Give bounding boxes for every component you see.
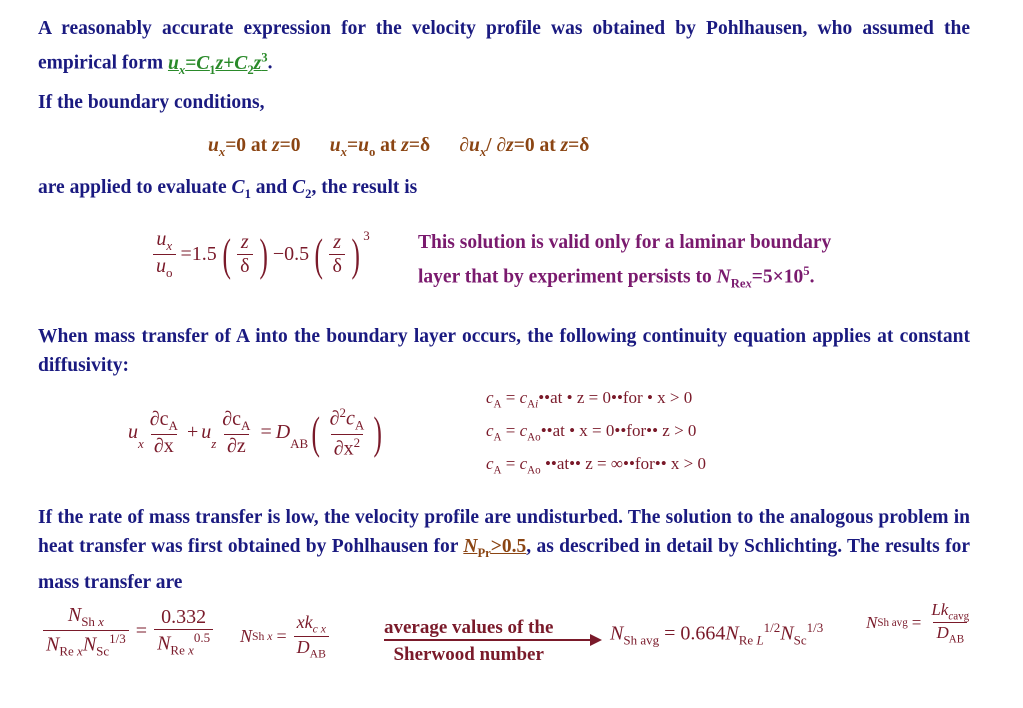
local-sherwood-definition: N Sh x = $\frac{xk_{c x}}{D_{AB}}$	[240, 612, 332, 660]
velocity-profile-equation: $\frac{u_x}{u_o}$ =1.5 ( $\frac{z}{\delta}$ ) −0.5 ( $\frac{z}{\delta}$ ) $^3$	[150, 228, 370, 281]
mass-bc-row: $c_A = c_{Ao}$ ••at•• z = ∞••for•• x > 0	[486, 454, 706, 477]
average-values-label: average values of the Sherwood number	[384, 617, 554, 665]
average-sherwood-definition: N Sh avg = $\frac{Lk_{cavg}}{D_{AB}}$	[866, 600, 970, 646]
bc-1: $u_x=0$ at z=0	[208, 135, 301, 159]
paragraph-pohlhausen-intro: A reasonably accurate expression for the velocity profile was obtained by Pohlhausen, who assumed the empirical form $u_x=C_1z+C_2z^3$.	[38, 18, 970, 77]
paragraph-evaluate-constants: are applied to evaluate $C_1$ and $C_2$, the result is	[38, 177, 418, 201]
mass-bc-row: $c_A$ = $c_{Ai}••at$ • z = 0••for • x > 0	[486, 388, 693, 411]
paragraph-continuity-intro: When mass transfer of A into the boundary layer occurs, the following continuity equation applies at constant diffusivity:	[38, 326, 970, 376]
mass-bc-row: $c_A$ = $c_{Ao}••at$ • x = 0••for•• z > 0	[486, 421, 697, 444]
laminar-validity-note: This solution is valid only for a laminar boundary layer that by experiment persists to $N_{Rex}=5\times 10^5$.	[418, 232, 832, 291]
continuity-equation: u $_x$ $\frac{\partial c_A}{\partial x}$ + u $_z$ $\frac{\partial c_A}{\partial z}$ = D $_{AB}$ ( $\frac{\partial^2c_A}{\partial x^2}$ )	[128, 405, 383, 460]
paragraph-low-rate-solution: If the rate of mass transfer is low, the velocity profile are undisturbed. The solution to the analogous problem in heat transfer was first obtained by Pohlhausen for $N_{Pr}>0.5$, as described in detail by Schlichting. The results for mass transfer are	[38, 507, 970, 593]
empirical-form-formula: $u_x=C_1z+C_2z^3$	[167, 50, 268, 77]
prandtl-condition: $N_{Pr}>0.5$	[463, 536, 527, 560]
bc-3: $\partial u_x/$ ∂z=0 at z=δ	[459, 135, 590, 159]
bc-2: $u_x=u_o$ at z=δ	[329, 135, 431, 159]
local-sherwood-ratio-equation: $\frac{N_{Sh x}}{N_{Re x}N_{Sc}^{1/3}}$ = $\frac{0.332}{N_{Re x}^{0.5}}$	[40, 604, 216, 660]
paragraph-boundary-conditions: If the boundary conditions,	[38, 92, 265, 113]
velocity-boundary-conditions	[208, 131, 768, 167]
average-sherwood-equation: $N_{Sh avg} = 0.664N_{Re L}^{1/2}N_{Sc}^{1/3}$	[610, 620, 824, 648]
right-arrow-icon	[384, 633, 604, 647]
